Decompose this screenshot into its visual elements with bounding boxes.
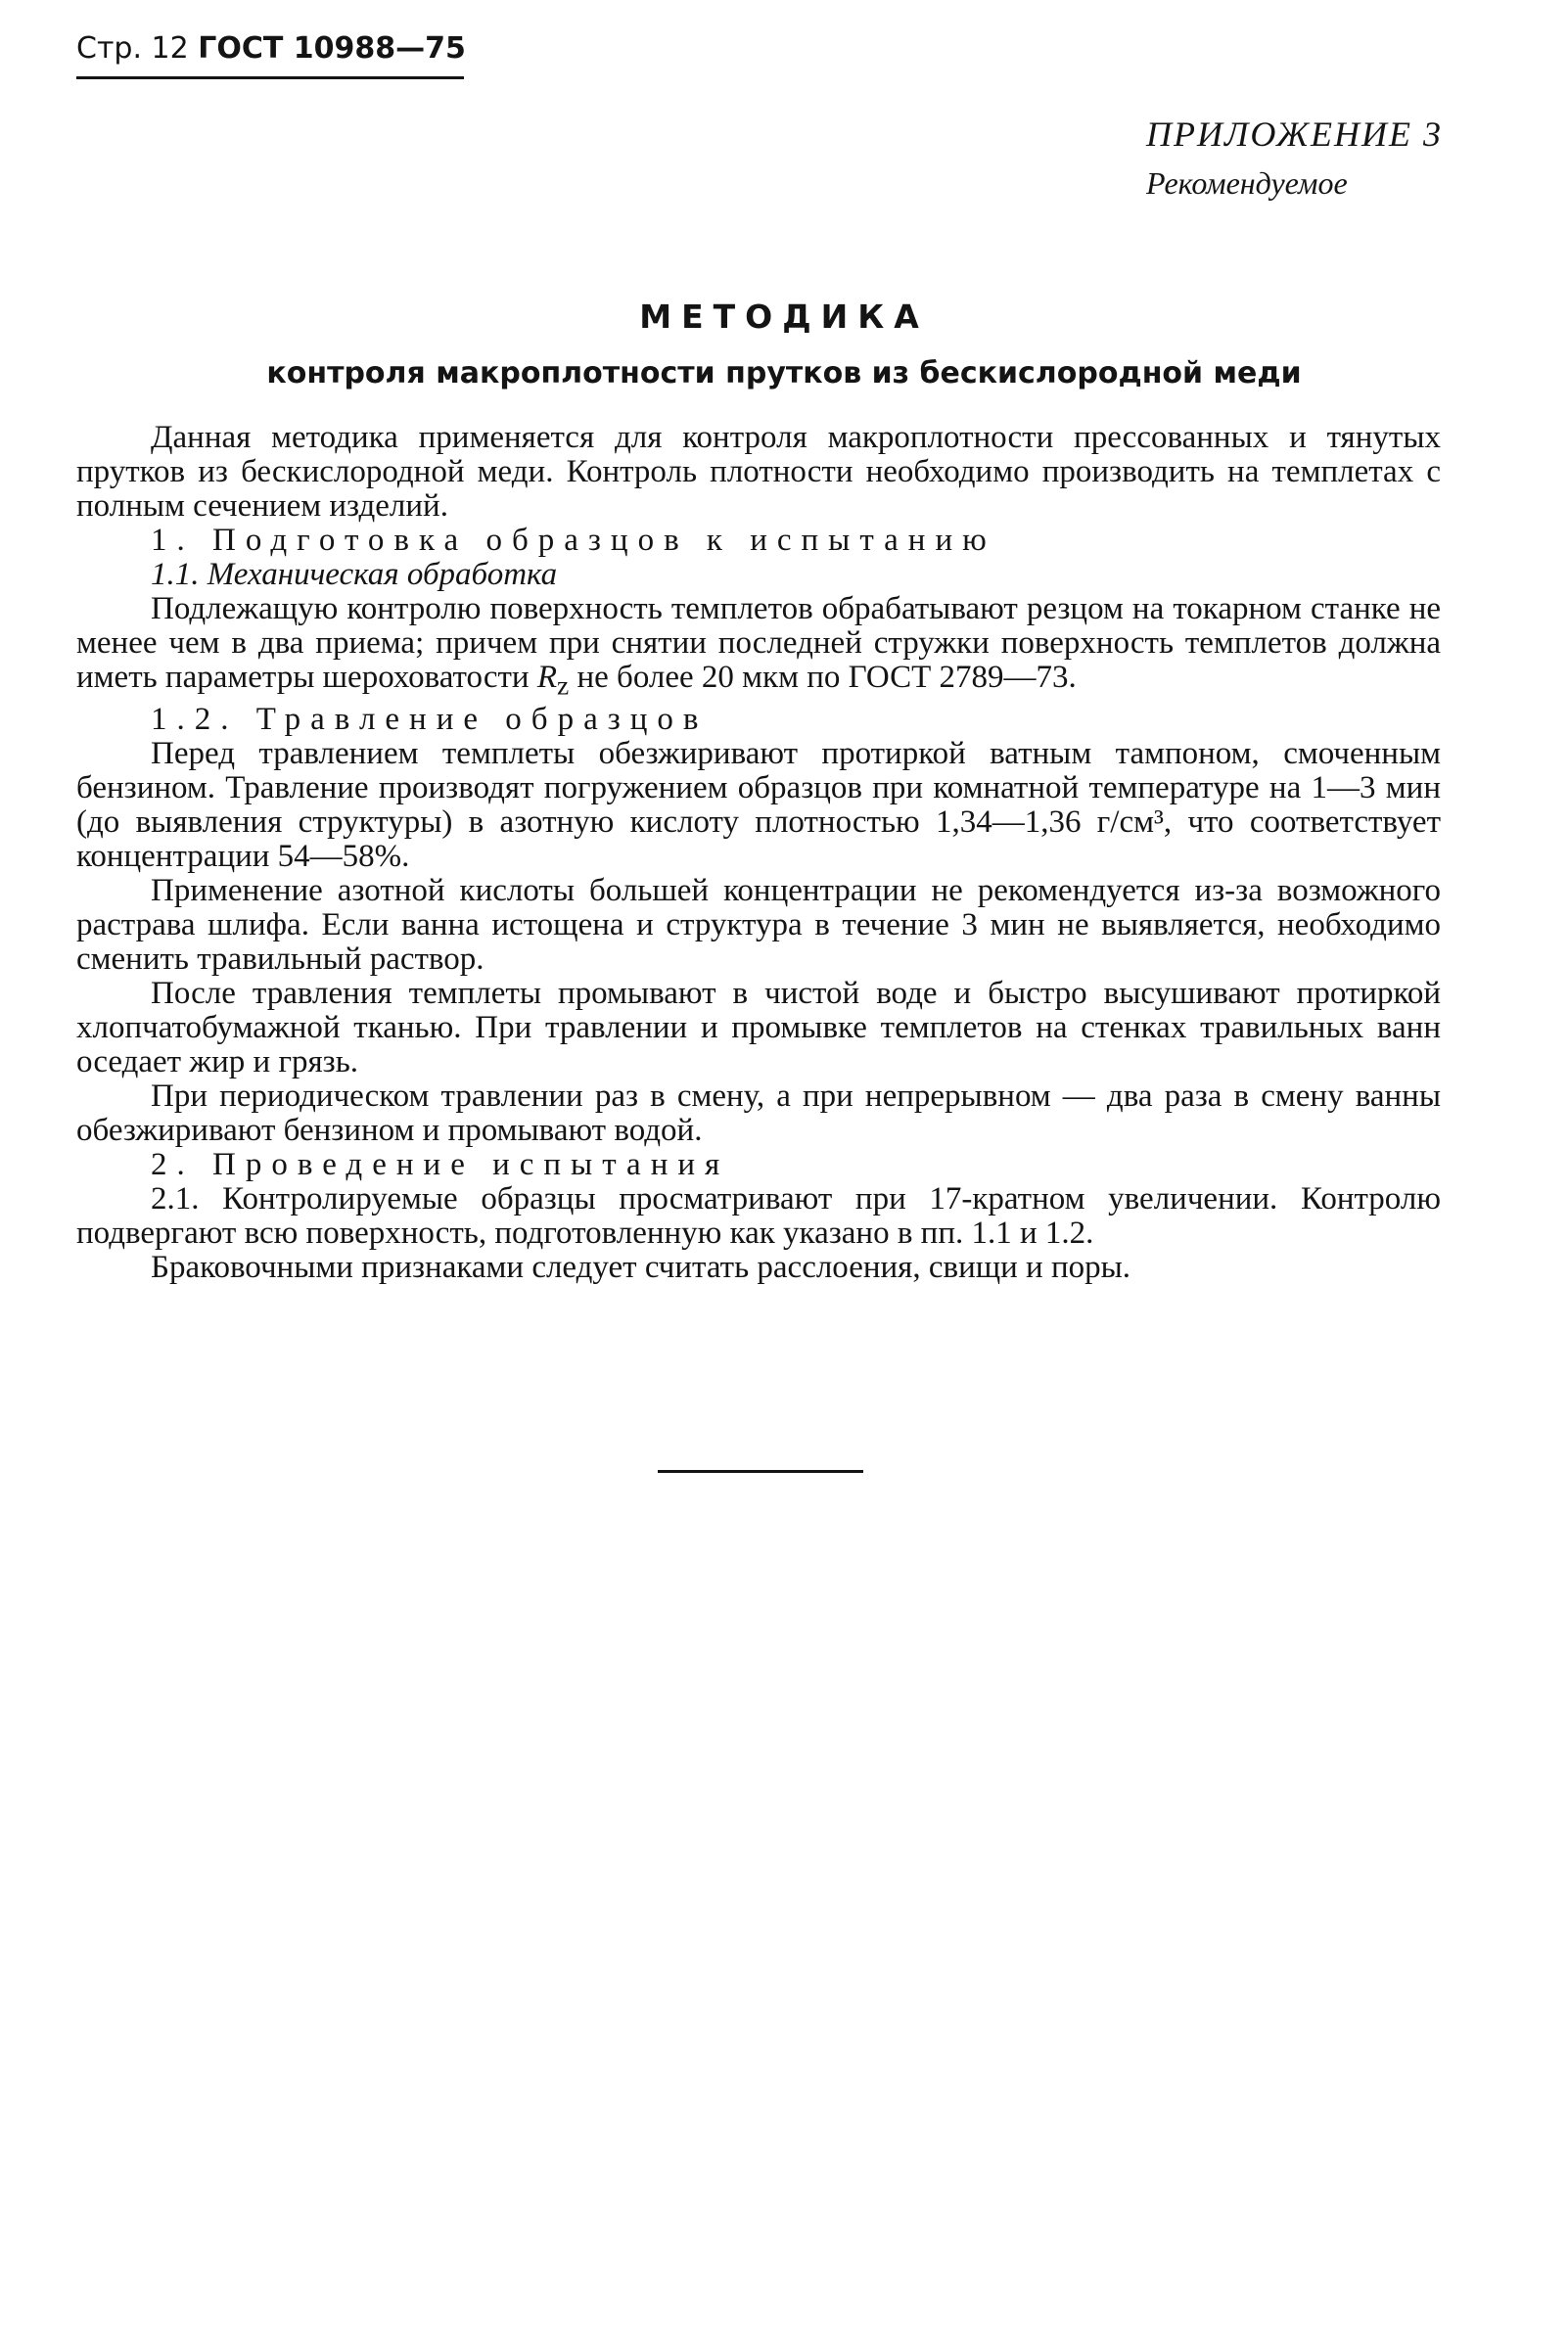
- page-header: [76, 27, 464, 79]
- machining-text: Подлежащую контролю поверхность темплетов обрабатывают резцом на токарном станке не менее чем в два приема; причем при снятии последней стружки поверхность темплетов должна иметь параметры шероховатости: [76, 591, 1441, 695]
- etching-paragraph: Перед травлением темплеты обезжиривают протиркой ватным тампоном, смоченным бензином. Травление производят погружением образцов при комнатной температуре на 1—3 мин (до выявления структуры) в азотную кислоту плотностью 1,34—1,36 г/см³, что соответствует концентрации 54—58%.: [76, 735, 1441, 874]
- section-heading-2: 2. Проведение испытания: [151, 1146, 730, 1182]
- appendix-label: ПРИЛОЖЕНИЕ 3: [1146, 115, 1443, 154]
- concentration-paragraph: Применение азотной кислоты большей концентрации не рекомендуется из-за возможного растрава шлифа. Если ванна истощена и структура в течение 3 мин не выявляется, необходимо сменить травильный раствор.: [76, 872, 1441, 977]
- intro-paragraph: Данная методика применяется для контроля макроплотности прессованных и тянутых прутков из бескислородной меди. Контроль плотности необходимо производить на темплетах с полным сечением изделий.: [76, 420, 1441, 524]
- roughness-symbol: R: [536, 660, 558, 695]
- subsection-heading-1-1: 1.1. Механическая обработка: [151, 557, 558, 592]
- inspection-paragraph: 2.1. Контролируемые образцы просматривают при 17-кратном увеличении. Контролю подвергают всю поверхность, подготовленную как указано в пп. 1.1 и 1.2.: [76, 1180, 1441, 1251]
- appendix-status: Рекомендуемое: [1146, 165, 1348, 201]
- page-number: Стр. 12: [76, 31, 199, 66]
- document-title: МЕТОДИКА: [639, 298, 929, 336]
- rinse-paragraph: После травления темплеты промывают в чистой воде и быстро высушивают протиркой хлопчатобумажной тканью. При травлении и промывке темплетов на стенках травильных ванн оседает жир и грязь.: [76, 975, 1441, 1079]
- roughness-subscript: z: [557, 669, 570, 701]
- standard-code: ГОСТ 10988—75: [198, 31, 466, 66]
- rejection-paragraph: Браковочными признаками следует считать расслоения, свищи и поры.: [151, 1249, 1131, 1285]
- periodic-etching-paragraph: При периодическом травлении раз в смену, а при непрерывном — два раза в смену ванны обезжиривают бензином и промывают водой.: [76, 1078, 1441, 1148]
- appendix-block: [1146, 110, 1443, 207]
- end-divider: [658, 1470, 863, 1473]
- document-body: [76, 421, 1441, 1285]
- subsection-heading-1-2: 1.2. Травление образцов: [151, 701, 709, 737]
- section-heading-1: 1. Подготовка образцов к испытанию: [151, 523, 996, 558]
- machining-paragraph: [76, 592, 1441, 703]
- document-subtitle: контроля макроплотности прутков из бескислородной меди: [266, 356, 1302, 390]
- machining-text-end: не более 20 мкм по ГОСТ 2789—73.: [569, 660, 1077, 695]
